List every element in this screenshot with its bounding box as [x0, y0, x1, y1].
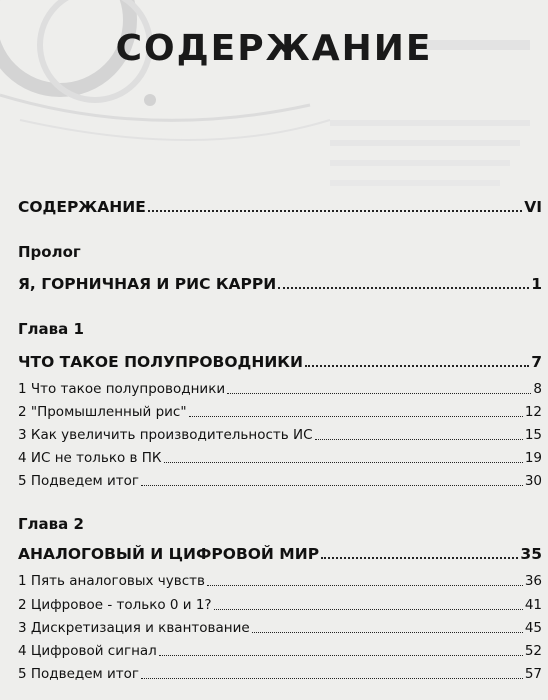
- leader-dots: [207, 585, 523, 586]
- toc-entry-1-3[interactable]: [18, 427, 542, 443]
- toc-entry-label: 2 "Промышленный рис": [18, 404, 187, 420]
- toc-entry-contents[interactable]: [18, 198, 542, 216]
- toc-entry-prologue[interactable]: [18, 275, 542, 293]
- leader-dots: [305, 365, 529, 367]
- toc-page-number: 45: [524, 620, 542, 636]
- toc-entry-label: 1 Что такое полупроводники: [18, 381, 226, 397]
- leader-dots: [227, 393, 531, 394]
- toc-page-number: 15: [524, 427, 542, 443]
- toc-entry-label: 5 Подведем итог: [18, 666, 139, 682]
- toc-entry-label: 2 Цифровое - только 0 и 1?: [18, 597, 212, 613]
- toc-entry-label: 4 ИС не только в ПК: [18, 450, 162, 466]
- toc-page-number: VI: [524, 198, 542, 216]
- toc-entry-label: 3 Дискретизация и квантование: [18, 620, 250, 636]
- toc-page-number: 52: [524, 643, 542, 659]
- toc-entry-chapter-1[interactable]: [18, 353, 542, 371]
- toc-entry-label: ЧТО ТАКОЕ ПОЛУПРОВОДНИКИ: [18, 353, 303, 371]
- toc-entry-label: АНАЛОГОВЫЙ И ЦИФРОВОЙ МИР: [18, 545, 320, 563]
- toc-entry-2-2[interactable]: [18, 597, 542, 613]
- toc-page-number: 8: [533, 381, 542, 397]
- toc-page-number: 36: [524, 573, 542, 589]
- toc-entry-1-4[interactable]: [18, 450, 542, 466]
- toc-entry-label: 4 Цифровой сигнал: [18, 643, 157, 659]
- toc-page-number: 57: [524, 666, 542, 682]
- leader-dots: [141, 485, 523, 486]
- section-heading-chapter-1: Глава 1: [18, 320, 84, 338]
- leader-dots: [315, 439, 523, 440]
- toc-entry-chapter-2[interactable]: [18, 545, 542, 563]
- toc-page-number: 35: [520, 545, 542, 563]
- toc-entry-label: 1 Пять аналоговых чувств: [18, 573, 205, 589]
- toc-entry-2-5[interactable]: [18, 666, 542, 682]
- toc-page-number: 1: [531, 275, 542, 293]
- leader-dots: [214, 609, 523, 610]
- toc-entry-label: Я, ГОРНИЧНАЯ И РИС КАРРИ: [18, 275, 277, 293]
- toc-entry-2-1[interactable]: [18, 573, 542, 589]
- leader-dots: [159, 655, 523, 656]
- toc-entry-1-2[interactable]: [18, 404, 542, 420]
- page-title: СОДЕРЖАНИЕ: [115, 28, 433, 69]
- leader-dots: [278, 287, 529, 289]
- section-heading-prologue: Пролог: [18, 243, 81, 261]
- toc-entry-label: 3 Как увеличить производительность ИС: [18, 427, 313, 443]
- toc-entry-1-5[interactable]: [18, 473, 542, 489]
- leader-dots: [148, 210, 522, 212]
- leader-dots: [252, 632, 523, 633]
- toc-entry-label: СОДЕРЖАНИЕ: [18, 198, 146, 216]
- section-heading-chapter-2: Глава 2: [18, 515, 84, 533]
- toc-entry-1-1[interactable]: [18, 381, 542, 397]
- leader-dots: [141, 678, 523, 679]
- toc-page-number: 12: [524, 404, 542, 420]
- toc-page-number: 30: [524, 473, 542, 489]
- leader-dots: [321, 557, 518, 559]
- toc-page-number: 7: [531, 353, 542, 371]
- toc-entry-2-3[interactable]: [18, 620, 542, 636]
- leader-dots: [189, 416, 523, 417]
- toc-page-number: 19: [524, 450, 542, 466]
- toc-entry-label: 5 Подведем итог: [18, 473, 139, 489]
- toc-page-number: 41: [524, 597, 542, 613]
- leader-dots: [164, 462, 523, 463]
- toc-entry-2-4[interactable]: [18, 643, 542, 659]
